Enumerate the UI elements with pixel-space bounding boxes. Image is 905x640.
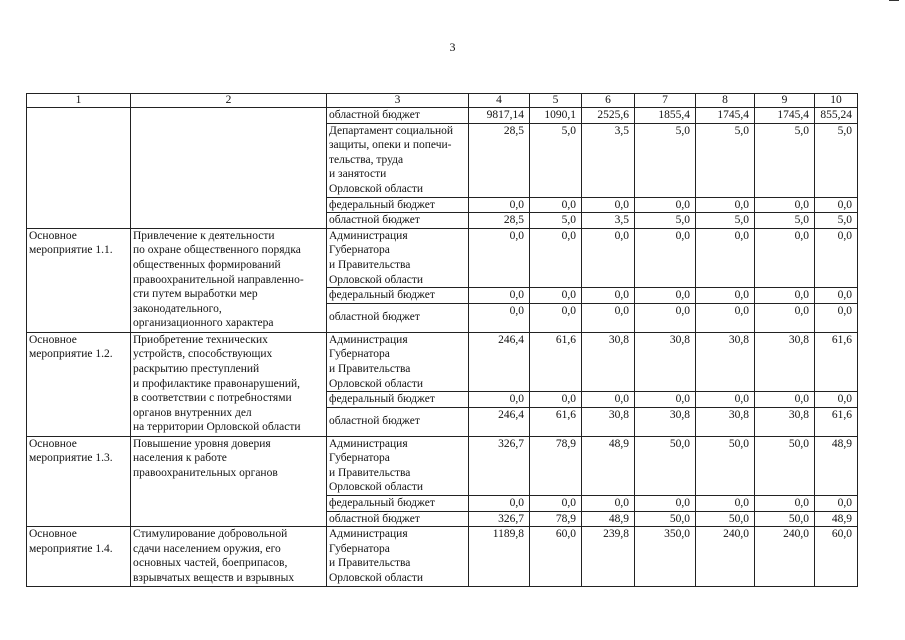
value-cell: 0,0 bbox=[530, 228, 582, 287]
cell-line: областной бюджет bbox=[329, 311, 420, 324]
funding-source-cell bbox=[327, 228, 469, 287]
value-cell: 61,6 bbox=[815, 332, 858, 391]
header-cell: 7 bbox=[635, 94, 696, 108]
cell-line: Привлечение к деятельности bbox=[133, 229, 275, 242]
value-cell: 0,0 bbox=[635, 496, 696, 512]
value-cell: 0,0 bbox=[755, 197, 815, 213]
value-cell: 48,9 bbox=[815, 436, 858, 495]
value-cell: 30,8 bbox=[582, 332, 635, 391]
header-cell: 9 bbox=[755, 94, 815, 108]
value-cell: 326,7 bbox=[469, 511, 530, 527]
value-cell: 0,0 bbox=[469, 228, 530, 287]
header-cell: 5 bbox=[530, 94, 582, 108]
cell-line: Стимулирование добровольной bbox=[133, 528, 288, 541]
value-cell: 0,0 bbox=[582, 496, 635, 512]
funding-source-cell bbox=[327, 197, 469, 213]
cell-line: областной бюджет bbox=[329, 415, 420, 428]
cell-line: Администрация bbox=[329, 229, 408, 242]
value-cell: 1189,8 bbox=[469, 527, 530, 586]
table-row bbox=[27, 108, 858, 124]
cell-line: Департамент социальной bbox=[329, 124, 454, 137]
cell-line: Администрация bbox=[329, 528, 408, 541]
cell-line: и Правительства bbox=[329, 362, 411, 375]
value-cell: 350,0 bbox=[635, 527, 696, 586]
cell-line: областной бюджет bbox=[329, 512, 420, 525]
value-cell: 30,8 bbox=[696, 332, 755, 391]
value-cell: 28,5 bbox=[469, 123, 530, 197]
cell-line: Орловской области bbox=[329, 182, 424, 195]
corner-mark bbox=[889, 0, 899, 1]
value-cell: 1855,4 bbox=[635, 108, 696, 124]
event-description-cell bbox=[131, 332, 327, 436]
value-cell: 1745,4 bbox=[696, 108, 755, 124]
value-cell: 5,0 bbox=[530, 123, 582, 197]
value-cell: 30,8 bbox=[755, 332, 815, 391]
value-cell: 239,8 bbox=[582, 527, 635, 586]
value-cell: 0,0 bbox=[815, 496, 858, 512]
value-cell: 0,0 bbox=[815, 228, 858, 287]
cell-line: областной бюджет bbox=[329, 109, 420, 121]
value-cell: 0,0 bbox=[755, 496, 815, 512]
cell-line: по охране общественного порядка bbox=[133, 244, 301, 257]
funding-source-cell bbox=[327, 511, 469, 527]
cell-line: Орловской области bbox=[329, 572, 424, 585]
cell-line: и занятости bbox=[329, 168, 387, 181]
value-cell: 60,0 bbox=[815, 527, 858, 586]
cell-line: федеральный бюджет bbox=[329, 289, 435, 302]
cell-line: основных частей, боеприпасов, bbox=[133, 557, 288, 570]
value-cell: 50,0 bbox=[635, 511, 696, 527]
cell-line: правоохранительных органов bbox=[133, 466, 278, 479]
cell-line: мероприятие 1.2. bbox=[29, 348, 113, 361]
cell-line: населения к работе bbox=[133, 452, 227, 465]
event-name-cell bbox=[27, 108, 131, 229]
cell-line: Администрация bbox=[329, 333, 408, 346]
cell-line: защиты, опеки и попечи- bbox=[329, 139, 452, 152]
value-cell: 0,0 bbox=[815, 288, 858, 304]
value-cell: 0,0 bbox=[696, 496, 755, 512]
event-description-cell bbox=[131, 228, 327, 332]
cell-line: Орловской области bbox=[329, 273, 424, 286]
budget-table bbox=[26, 93, 858, 587]
value-cell: 5,0 bbox=[530, 213, 582, 229]
value-cell: 5,0 bbox=[696, 213, 755, 229]
header-cell: 8 bbox=[696, 94, 755, 108]
value-cell: 0,0 bbox=[635, 392, 696, 408]
value-cell: 48,9 bbox=[582, 436, 635, 495]
cell-line: Администрация bbox=[329, 437, 408, 450]
value-cell: 61,6 bbox=[815, 407, 858, 436]
cell-line: тельства, труда bbox=[329, 153, 404, 166]
value-cell: 0,0 bbox=[469, 392, 530, 408]
value-cell: 48,9 bbox=[582, 511, 635, 527]
cell-line: федеральный бюджет bbox=[329, 497, 435, 510]
value-cell: 0,0 bbox=[469, 496, 530, 512]
funding-source-cell bbox=[327, 407, 469, 436]
cell-line: и Правительства bbox=[329, 466, 411, 479]
value-cell: 30,8 bbox=[635, 332, 696, 391]
cell-line: и профилактике правонарушений, bbox=[133, 377, 301, 390]
event-name-cell bbox=[27, 228, 131, 332]
value-cell: 0,0 bbox=[815, 197, 858, 213]
header-cell: 4 bbox=[469, 94, 530, 108]
cell-line: Губернатора bbox=[329, 244, 390, 257]
value-cell: 1090,1 bbox=[530, 108, 582, 124]
value-cell: 0,0 bbox=[815, 303, 858, 332]
funding-source-cell bbox=[327, 496, 469, 512]
cell-line: на территории Орловской области bbox=[133, 421, 301, 434]
value-cell: 0,0 bbox=[635, 288, 696, 304]
value-cell: 1745,4 bbox=[755, 108, 815, 124]
event-description-cell bbox=[131, 527, 327, 586]
cell-line: и Правительства bbox=[329, 258, 411, 271]
value-cell: 0,0 bbox=[582, 303, 635, 332]
value-cell: 5,0 bbox=[815, 123, 858, 197]
event-name-cell bbox=[27, 436, 131, 527]
cell-line: Основное bbox=[29, 333, 77, 346]
cell-line: органов внутренних дел bbox=[133, 406, 252, 419]
funding-source-cell bbox=[327, 436, 469, 495]
funding-source-cell bbox=[327, 123, 469, 197]
value-cell: 2525,6 bbox=[582, 108, 635, 124]
value-cell: 5,0 bbox=[815, 213, 858, 229]
funding-source-cell bbox=[327, 108, 469, 124]
cell-line: общественных формирований bbox=[133, 258, 281, 271]
value-cell: 30,8 bbox=[635, 407, 696, 436]
cell-line: взрывчатых веществ и взрывных bbox=[133, 572, 295, 585]
value-cell: 30,8 bbox=[582, 407, 635, 436]
funding-source-cell bbox=[327, 288, 469, 304]
value-cell: 0,0 bbox=[815, 392, 858, 408]
value-cell: 0,0 bbox=[755, 303, 815, 332]
table-row bbox=[27, 228, 858, 287]
value-cell: 61,6 bbox=[530, 332, 582, 391]
cell-line: федеральный бюджет bbox=[329, 393, 435, 406]
cell-line: Повышение уровня доверия bbox=[133, 437, 271, 450]
funding-source-cell bbox=[327, 332, 469, 391]
funding-source-cell bbox=[327, 303, 469, 332]
cell-line: организационного характера bbox=[133, 317, 274, 330]
cell-line: устройств, способствующих bbox=[133, 348, 273, 361]
header-cell: 2 bbox=[131, 94, 327, 108]
value-cell: 5,0 bbox=[755, 123, 815, 197]
value-cell: 28,5 bbox=[469, 213, 530, 229]
funding-source-cell bbox=[327, 527, 469, 586]
cell-line: федеральный бюджет bbox=[329, 198, 435, 211]
cell-line: Губернатора bbox=[329, 348, 390, 361]
header-cell: 1 bbox=[27, 94, 131, 108]
value-cell: 0,0 bbox=[696, 303, 755, 332]
table-row bbox=[27, 332, 858, 391]
value-cell: 0,0 bbox=[530, 392, 582, 408]
value-cell: 240,0 bbox=[696, 527, 755, 586]
cell-line: Орловской области bbox=[329, 481, 424, 494]
value-cell: 0,0 bbox=[696, 392, 755, 408]
value-cell: 0,0 bbox=[635, 303, 696, 332]
table-row bbox=[27, 527, 858, 586]
value-cell: 855,24 bbox=[815, 108, 858, 124]
value-cell: 50,0 bbox=[755, 436, 815, 495]
value-cell: 3,5 bbox=[582, 123, 635, 197]
value-cell: 0,0 bbox=[696, 197, 755, 213]
event-name-cell bbox=[27, 332, 131, 436]
value-cell: 0,0 bbox=[469, 288, 530, 304]
value-cell: 50,0 bbox=[755, 511, 815, 527]
value-cell: 246,4 bbox=[469, 407, 530, 436]
cell-line: Губернатора bbox=[329, 542, 390, 555]
header-cell: 10 bbox=[815, 94, 858, 108]
value-cell: 0,0 bbox=[755, 228, 815, 287]
cell-line: Приобретение технических bbox=[133, 333, 268, 346]
funding-source-cell bbox=[327, 213, 469, 229]
table-row bbox=[27, 436, 858, 495]
value-cell: 240,0 bbox=[755, 527, 815, 586]
value-cell: 0,0 bbox=[469, 197, 530, 213]
value-cell: 5,0 bbox=[696, 123, 755, 197]
value-cell: 50,0 bbox=[696, 511, 755, 527]
value-cell: 5,0 bbox=[635, 123, 696, 197]
value-cell: 0,0 bbox=[696, 288, 755, 304]
value-cell: 30,8 bbox=[755, 407, 815, 436]
value-cell: 0,0 bbox=[755, 392, 815, 408]
cell-line: и Правительства bbox=[329, 557, 411, 570]
header-cell: 3 bbox=[327, 94, 469, 108]
value-cell: 30,8 bbox=[696, 407, 755, 436]
event-name-cell bbox=[27, 527, 131, 586]
value-cell: 0,0 bbox=[582, 197, 635, 213]
value-cell: 0,0 bbox=[696, 228, 755, 287]
cell-line: Основное bbox=[29, 229, 77, 242]
value-cell: 0,0 bbox=[635, 197, 696, 213]
cell-line: сдачи населением оружия, его bbox=[133, 542, 281, 555]
value-cell: 0,0 bbox=[469, 303, 530, 332]
cell-line: Основное bbox=[29, 528, 77, 541]
value-cell: 0,0 bbox=[530, 288, 582, 304]
event-description-cell bbox=[131, 108, 327, 229]
value-cell: 60,0 bbox=[530, 527, 582, 586]
value-cell: 0,0 bbox=[530, 197, 582, 213]
event-description-cell bbox=[131, 436, 327, 527]
value-cell: 326,7 bbox=[469, 436, 530, 495]
cell-line: Основное bbox=[29, 437, 77, 450]
cell-line: правоохранительной направленно- bbox=[133, 273, 304, 286]
cell-line: мероприятие 1.1. bbox=[29, 244, 113, 257]
cell-line: Губернатора bbox=[329, 452, 390, 465]
page-number: 3 bbox=[449, 40, 456, 54]
cell-line: областной бюджет bbox=[329, 214, 420, 227]
cell-line: в соответствии с потребностями bbox=[133, 392, 292, 405]
header-cell: 6 bbox=[582, 94, 635, 108]
cell-line: Орловской области bbox=[329, 377, 424, 390]
value-cell: 9817,14 bbox=[469, 108, 530, 124]
value-cell: 0,0 bbox=[755, 288, 815, 304]
value-cell: 0,0 bbox=[582, 392, 635, 408]
value-cell: 5,0 bbox=[635, 213, 696, 229]
value-cell: 0,0 bbox=[530, 303, 582, 332]
cell-line: сти путем выработки мер bbox=[133, 288, 258, 301]
cell-line: мероприятие 1.3. bbox=[29, 452, 113, 465]
value-cell: 5,0 bbox=[755, 213, 815, 229]
cell-line: законодательного, bbox=[133, 302, 222, 315]
value-cell: 0,0 bbox=[530, 496, 582, 512]
value-cell: 246,4 bbox=[469, 332, 530, 391]
value-cell: 48,9 bbox=[815, 511, 858, 527]
funding-source-cell bbox=[327, 392, 469, 408]
header-row bbox=[27, 94, 858, 108]
cell-line: мероприятие 1.4. bbox=[29, 542, 113, 555]
value-cell: 61,6 bbox=[530, 407, 582, 436]
value-cell: 50,0 bbox=[635, 436, 696, 495]
cell-line: раскрытию преступлений bbox=[133, 362, 260, 375]
value-cell: 78,9 bbox=[530, 436, 582, 495]
value-cell: 0,0 bbox=[582, 288, 635, 304]
value-cell: 0,0 bbox=[635, 228, 696, 287]
value-cell: 50,0 bbox=[696, 436, 755, 495]
value-cell: 0,0 bbox=[582, 228, 635, 287]
value-cell: 78,9 bbox=[530, 511, 582, 527]
value-cell: 3,5 bbox=[582, 213, 635, 229]
